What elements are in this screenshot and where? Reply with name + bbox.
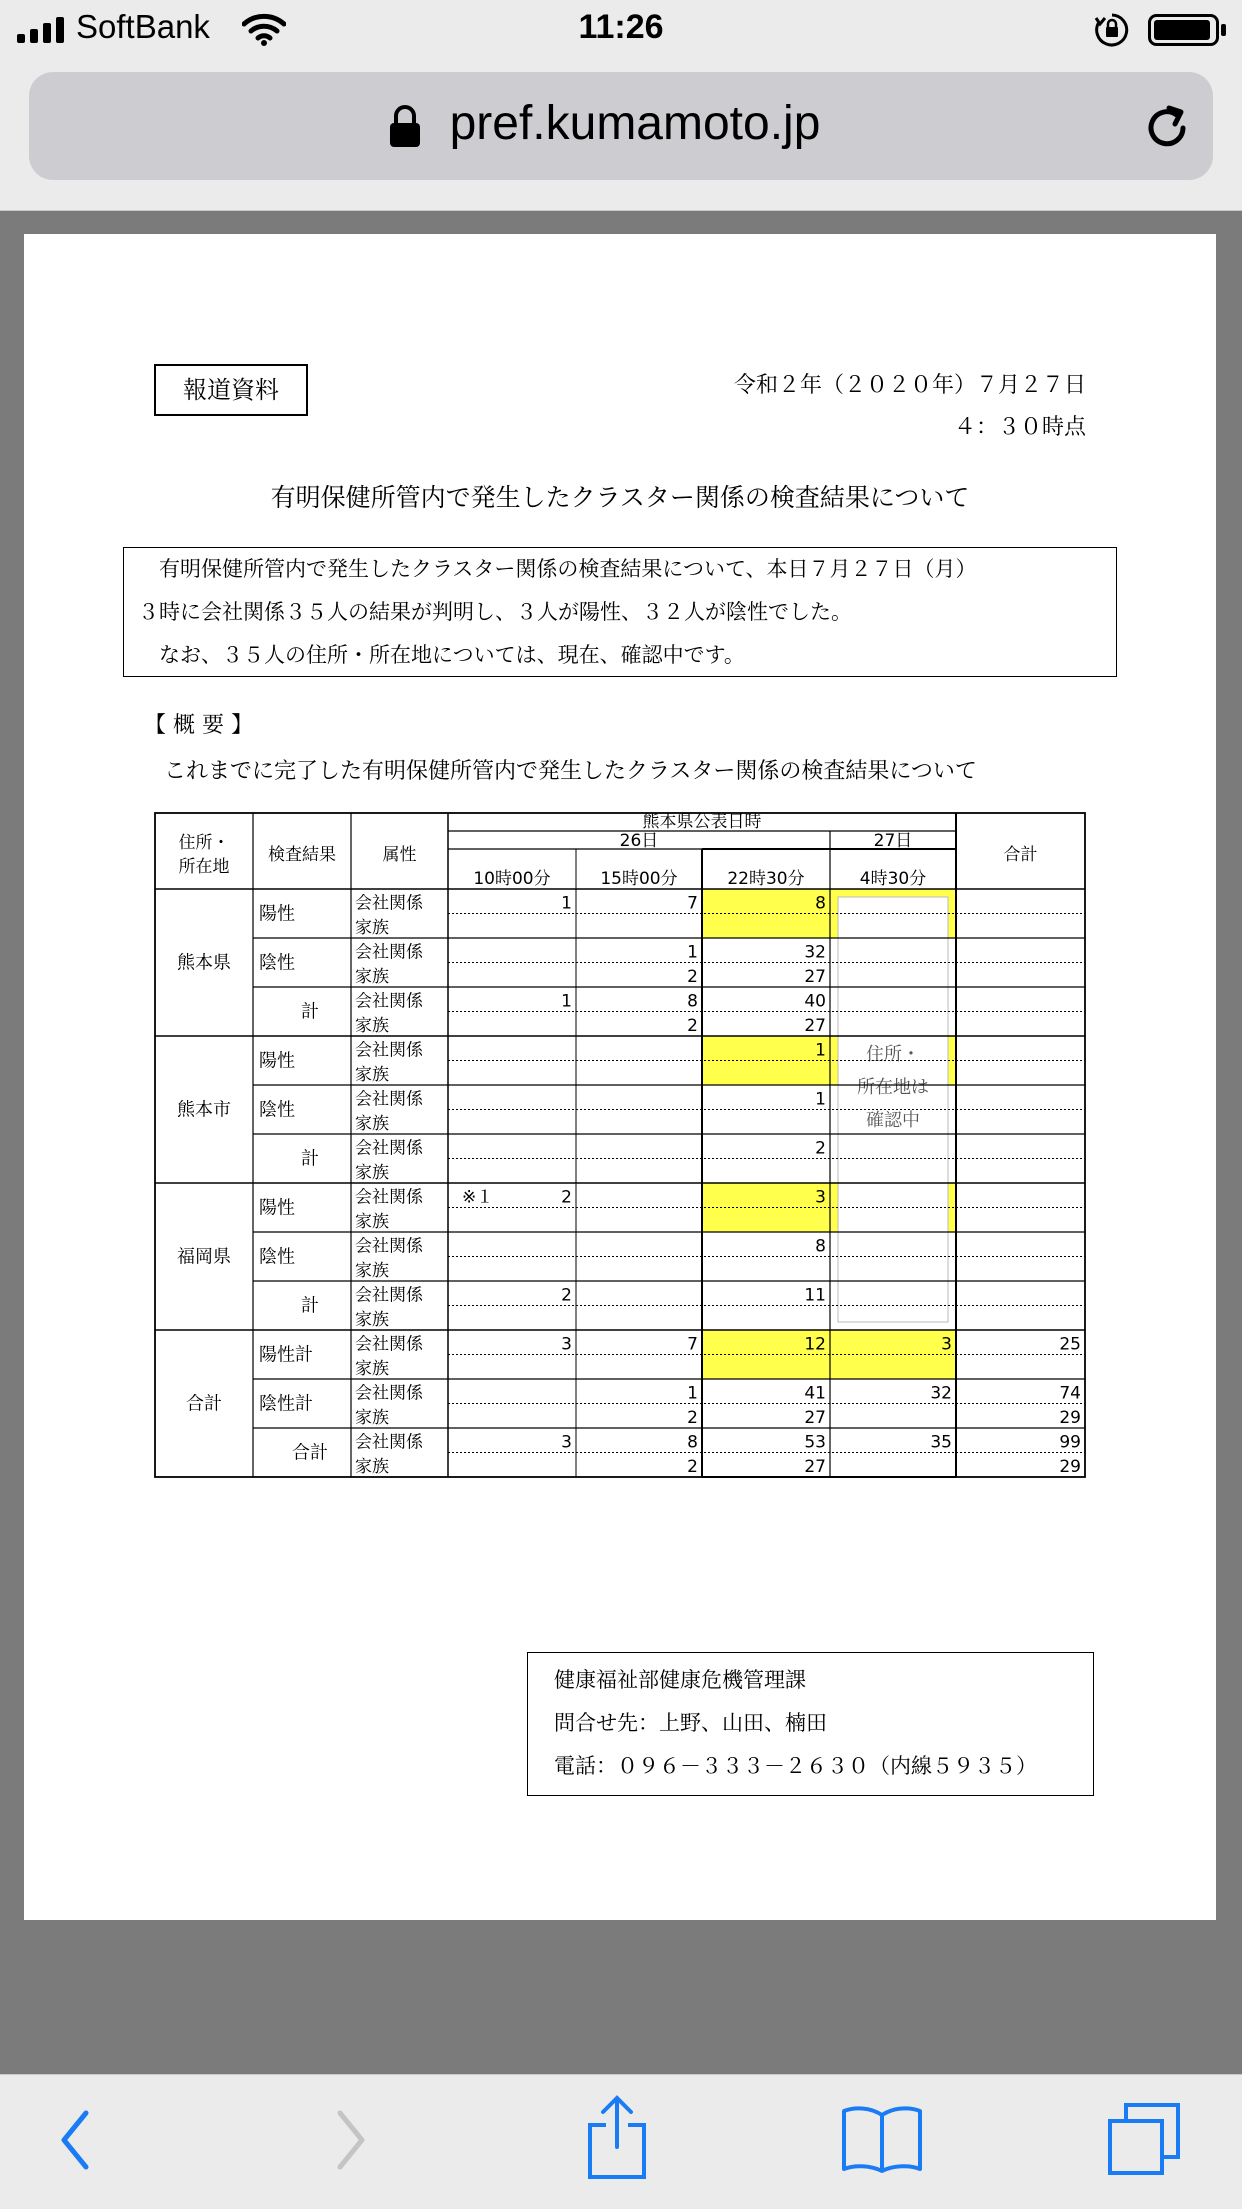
- table-cell: 27: [804, 1408, 826, 1428]
- attribute-label: 会社関係: [355, 1236, 423, 1257]
- table-cell: 32: [930, 1383, 952, 1404]
- result-label: 計: [301, 1148, 319, 1170]
- attribute-label: 家族: [355, 967, 389, 987]
- table-cell: 2: [815, 1138, 826, 1159]
- browser-url-area: [0, 62, 1242, 211]
- attribute-label: 家族: [355, 1016, 389, 1036]
- header-total: 合計: [1003, 845, 1038, 865]
- table-cell: 1: [561, 893, 572, 914]
- table-cell: 29: [1059, 1408, 1081, 1428]
- result-label: 合計: [292, 1442, 328, 1464]
- url-text: pref.kumamoto.jp: [449, 97, 821, 150]
- table-cell: 41: [804, 1383, 826, 1404]
- header-result: 検査結果: [268, 845, 336, 865]
- table-cell: 32: [804, 942, 826, 963]
- header-time: 15時00分: [600, 869, 678, 889]
- attribute-label: 家族: [355, 1212, 389, 1232]
- result-label: 陰性: [259, 952, 295, 974]
- forward-icon[interactable]: [330, 2105, 370, 2175]
- header-time: 22時30分: [727, 869, 805, 889]
- pending-note-text: 所在地は: [857, 1077, 929, 1098]
- contact-box: [527, 1652, 1094, 1796]
- clock: 11:26: [578, 8, 664, 46]
- tabs-icon[interactable]: [1106, 2101, 1182, 2177]
- header-location: 所在地: [178, 857, 230, 877]
- attribute-label: 会社関係: [355, 1285, 423, 1306]
- result-label: 陽性: [259, 1197, 295, 1219]
- result-label: 陽性: [259, 903, 295, 925]
- attribute-label: 家族: [355, 1065, 389, 1085]
- table-cell: 11: [804, 1285, 826, 1306]
- note-marker: ※１: [462, 1187, 494, 1208]
- contact-names: 問合せ先：上野、山田、楠田: [554, 1711, 827, 1735]
- section-subheading: これまでに完了した有明保健所管内で発生したクラスター関係の検査結果について: [164, 759, 977, 784]
- attribute-label: 家族: [355, 1310, 389, 1330]
- table-cell: 7: [687, 1334, 698, 1355]
- result-label: 陰性: [259, 1099, 295, 1121]
- battery-icon: [1148, 14, 1228, 46]
- table-cell: 8: [687, 991, 698, 1012]
- header-time: 10時00分: [473, 869, 551, 889]
- results-table: [24, 234, 1216, 1634]
- table-cell: 2: [561, 1285, 572, 1306]
- document-date: 令和２年（２０２０年）７月２７日: [733, 373, 1086, 398]
- table-cell: 27: [804, 1457, 826, 1477]
- attribute-label: 家族: [355, 1163, 389, 1183]
- attribute-label: 会社関係: [355, 942, 423, 963]
- section-heading: 【 概 要 】: [144, 713, 253, 738]
- table-cell: 29: [1059, 1457, 1081, 1477]
- table-cell: 53: [804, 1432, 826, 1453]
- orientation-lock-icon: [1094, 12, 1130, 48]
- result-label: 陽性: [259, 1050, 295, 1072]
- group-label: 福岡県: [177, 1246, 231, 1268]
- result-label: 計: [301, 1001, 319, 1023]
- table-cell: 2: [561, 1187, 572, 1208]
- table-cell: 3: [941, 1334, 952, 1355]
- share-icon[interactable]: [586, 2095, 648, 2181]
- result-label: 陰性計: [259, 1393, 313, 1415]
- group-label: 合計: [186, 1393, 222, 1415]
- attribute-label: 会社関係: [355, 1334, 423, 1355]
- header-announce: 熊本県公表日時: [642, 812, 762, 832]
- table-cell: 1: [687, 1383, 698, 1404]
- table-cell: 3: [815, 1187, 826, 1208]
- result-label: 陽性計: [259, 1344, 313, 1366]
- bookmarks-icon[interactable]: [840, 2103, 924, 2173]
- header-attribute: 属性: [382, 845, 417, 865]
- attribute-label: 会社関係: [355, 1187, 423, 1208]
- attribute-label: 会社関係: [355, 991, 423, 1012]
- attribute-label: 家族: [355, 1261, 389, 1281]
- attribute-label: 家族: [355, 1359, 389, 1379]
- attribute-label: 会社関係: [355, 1383, 423, 1404]
- table-cell: 12: [804, 1334, 826, 1355]
- table-cell: 3: [561, 1334, 572, 1355]
- table-cell: 1: [815, 1040, 826, 1061]
- table-cell: 8: [687, 1432, 698, 1453]
- table-cell: 8: [815, 893, 826, 914]
- attribute-label: 会社関係: [355, 893, 423, 914]
- attribute-label: 会社関係: [355, 1432, 423, 1453]
- table-cell: 27: [804, 1016, 826, 1036]
- table-cell: 25: [1059, 1334, 1081, 1355]
- summary-line: ３時に会社関係３５人の結果が判明し、３人が陽性、３２人が陰性でした。: [138, 600, 852, 624]
- table-cell: 35: [930, 1432, 952, 1453]
- pending-note-text: 確認中: [866, 1110, 920, 1131]
- table-cell: 2: [687, 967, 698, 987]
- result-label: 陰性: [259, 1246, 295, 1268]
- address-bar[interactable]: [29, 72, 1213, 180]
- table-cell: 1: [815, 1089, 826, 1110]
- summary-line: なお、３５人の住所・所在地については、現在、確認中です。: [159, 643, 745, 667]
- table-cell: 1: [561, 991, 572, 1012]
- contact-phone: 電話：０９６－３３３－２６３０（内線５９３５）: [554, 1754, 1037, 1778]
- table-cell: 27: [804, 967, 826, 987]
- header-location: 住所・: [178, 833, 230, 853]
- table-cell: 2: [687, 1016, 698, 1036]
- attribute-label: 会社関係: [355, 1089, 423, 1110]
- attribute-label: 会社関係: [355, 1040, 423, 1061]
- group-label: 熊本市: [177, 1099, 231, 1121]
- attribute-label: 家族: [355, 1408, 389, 1428]
- table-cell: 3: [561, 1432, 572, 1453]
- table-cell: 1: [687, 942, 698, 963]
- pending-note-text: 住所・: [866, 1044, 920, 1065]
- back-icon[interactable]: [56, 2105, 96, 2175]
- result-label: 計: [301, 1295, 319, 1317]
- attribute-label: 会社関係: [355, 1138, 423, 1159]
- table-cell: 8: [815, 1236, 826, 1257]
- header-time: 4時30分: [859, 869, 927, 889]
- table-cell: 40: [804, 991, 826, 1012]
- header-day27: 27日: [873, 831, 913, 851]
- browser-toolbar: [0, 2074, 1242, 2209]
- document-title: 有明保健所管内で発生したクラスター関係の検査結果について: [270, 483, 970, 512]
- table-cell: 2: [687, 1457, 698, 1477]
- reload-icon[interactable]: [1141, 102, 1193, 154]
- status-bar: [0, 0, 1242, 62]
- document-page: [24, 234, 1216, 1920]
- table-cell: 99: [1059, 1432, 1081, 1453]
- group-label: 熊本県: [177, 952, 231, 974]
- contact-department: 健康福祉部健康危機管理課: [554, 1668, 806, 1692]
- press-release-label: 報道資料: [154, 364, 308, 416]
- carrier-name: SoftBank: [76, 8, 210, 45]
- attribute-label: 家族: [355, 1457, 389, 1477]
- attribute-label: 家族: [355, 1114, 389, 1134]
- document-time-point: ４：３０時点: [953, 415, 1086, 440]
- attribute-label: 家族: [355, 918, 389, 938]
- table-cell: 74: [1059, 1383, 1081, 1404]
- table-cell: 7: [687, 893, 698, 914]
- summary-line: 有明保健所管内で発生したクラスター関係の検査結果について、本日７月２７日（月）: [159, 557, 977, 581]
- header-day26: 26日: [619, 831, 659, 851]
- table-cell: 2: [687, 1408, 698, 1428]
